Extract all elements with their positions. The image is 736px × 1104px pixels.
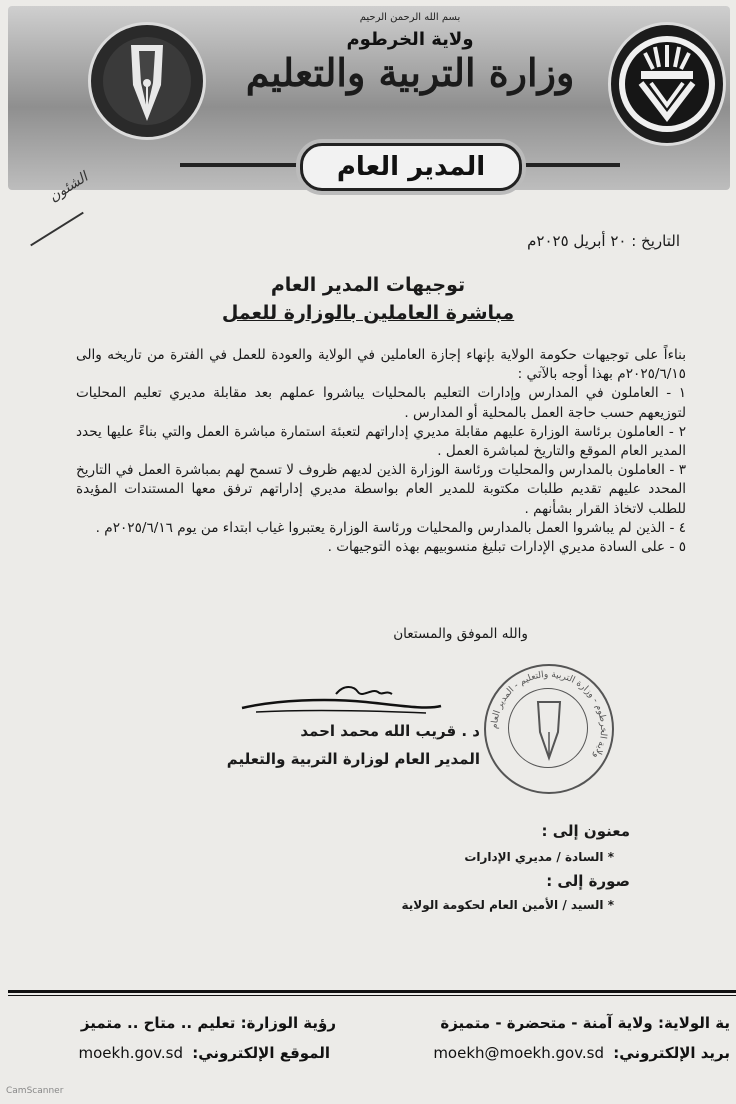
office-plate: المدير العام [300,143,522,191]
email-row [433,1044,730,1062]
signatory-title: المدير العام لوزارة التربية والتعليم [226,750,480,768]
basmala: بسم الله الرحمن الرحيم [359,12,461,23]
directive-item: ٥ - على السادة مديري الإدارات تبليغ منسوبيهم بهذه التوجيهات . [327,539,686,556]
letter-subtitle: مباشرة العاملين بالوزارة للعمل [221,302,515,324]
stamp-text: ولاية الخرطوم - وزارة التربية والتعليم - المدير العام [489,669,609,761]
handwritten-note: الشئون [46,169,91,206]
website-row [78,1044,330,1062]
cc-heading: صورة إلى : [546,872,630,890]
website-label: الموقع الإلكتروني: [192,1044,330,1062]
letter-subtitle-wrap [0,302,736,324]
plate-rule-left [180,163,298,167]
to-heading: معنون إلى : [541,822,630,840]
signatory-name: د . قريب الله محمد احمد [300,722,480,740]
cc-item: * السيد / الأمين العام لحكومة الولاية [401,898,614,912]
pen-nib-logo [88,22,206,140]
directive-item: ٣ - العاملون بالمدارس والمحليات ورئاسة الوزارة الذين لديهم ظروف لا تسمح لهم بمباشرة العمل في التاريخ المحدد عليهم تقديم طلبات مكتوبة للمدير العام بواسطة مديري إداراتهم ترفق معها المستندات المؤيدة للطلب لاتخاذ القرار بشأنهم . [76,462,686,517]
plate-rule-right [520,163,620,167]
website-link[interactable]: moekh.gov.sd [78,1044,183,1062]
email-link[interactable]: moekh@moekh.gov.sd [433,1044,605,1062]
handwritten-signature [236,680,446,720]
footer-rule [8,990,736,993]
scanner-watermark: CamScanner [6,1086,64,1096]
directive-item: ٤ - الذين لم يباشروا العمل بالمدارس والمحليات ورئاسة الوزارة يعتبروا غياب ابتداء من يوم ٢٠٢٥/٦/١٦م . [95,519,686,536]
letter-body [76,346,686,557]
email-label: بريد الإلكتروني: [613,1044,730,1062]
letter-date: التاريخ : ٢٠ أبريل ٢٠٢٥م [527,232,680,250]
state-name: ولاية الخرطوم [346,29,474,50]
letterhead-titles [230,10,590,140]
directive-item: ٢ - العاملون برئاسة الوزارة عليهم مقابلة مديري إداراتهم لتعبئة استمارة مباشرة العمل والتي بناءً عليها يحدد المدير العام الموقع والتاريخ لمباشرة العمل . [76,423,686,460]
stamp-inner-ring [508,688,588,768]
letter-title: توجيهات المدير العام [270,274,466,296]
state-emblem-logo [608,22,726,146]
directive-item: ١ - العاملون في المدارس وإدارات التعليم بالمحليات يباشروا عملهم بعد مقابلة مديري تعليم المحليات لتوزيعهم حسب حاجة العمل بالمحلية أو المدارس . [76,385,686,421]
ministry-name: وزارة التربية والتعليم [245,50,575,95]
ministry-vision: رؤية الوزارة: تعليم .. متاح .. متميز [80,1014,336,1032]
to-item: * السادة / مديري الإدارات [464,850,614,864]
footer-rule-thin [8,995,736,996]
state-vision: ية الولاية: ولاية آمنة - متحضرة - متميزة [440,1014,730,1032]
closing-line: والله الموفق والمستعان [393,626,528,642]
intro-paragraph: بناءاً على توجيهات حكومة الولاية بإنهاء إجازة العاملين في الولاية والعودة للعمل في الفترة من تاريخه والى ٢٠٢٥/٦/١٥م بهذا أوجه بالآتي : [76,347,686,383]
